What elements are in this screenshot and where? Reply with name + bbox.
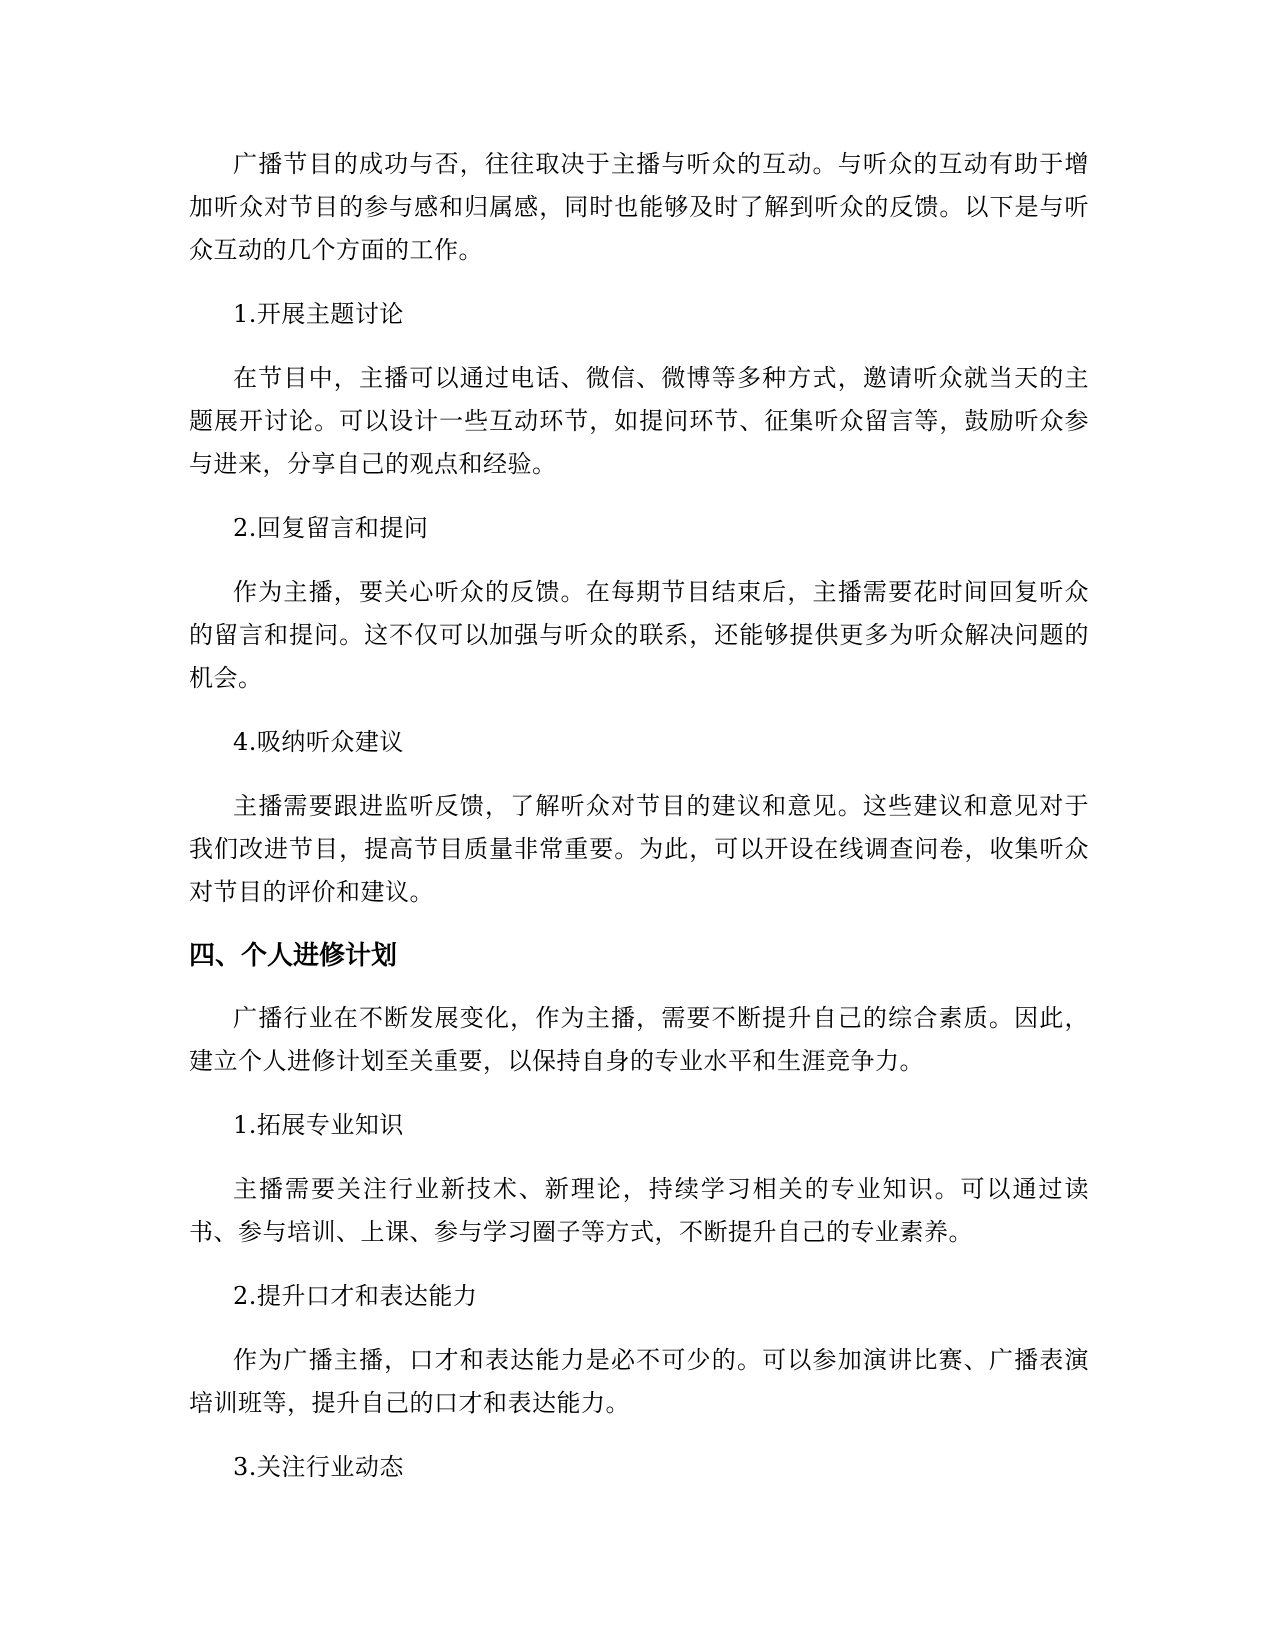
body-paragraph: 在节目中，主播可以通过电话、微信、微博等多种方式，邀请听众就当天的主题展开讨论。可以设计一些互动环节，如提问环节、征集听众留言等，鼓励听众参与进来，分享自己的观点和经验。 <box>189 364 1089 478</box>
list-item-reply-messages: 2.回复留言和提问 <box>233 514 429 542</box>
list-item-listener-suggestions: 4.吸纳听众建议 <box>233 728 404 756</box>
body-paragraph: 广播行业在不断发展变化，作为主播，需要不断提升自己的综合素质。因此，建立个人进修计划至关重要，以保持自身的专业水平和生涯竞争力。 <box>189 1004 1089 1075</box>
list-item-eloquence: 2.提升口才和表达能力 <box>233 1282 478 1310</box>
body-paragraph: 作为主播，要关心听众的反馈。在每期节目结束后，主播需要花时间回复听众的留言和提问。这不仅可以加强与听众的联系，还能够提供更多为听众解决问题的机会。 <box>189 578 1089 692</box>
document-body <box>189 143 1089 1510</box>
list-item-professional-knowledge: 1.拓展专业知识 <box>233 1111 404 1139</box>
list-item-topic-discussion: 1.开展主题讨论 <box>233 300 404 328</box>
body-paragraph: 主播需要关注行业新技术、新理论，持续学习相关的专业知识。可以通过读书、参与培训、上课、参与学习圈子等方式，不断提升自己的专业素养。 <box>189 1175 1089 1246</box>
body-paragraph: 作为广播主播，口才和表达能力是必不可少的。可以参加演讲比赛、广播表演培训班等，提升自己的口才和表达能力。 <box>189 1346 1089 1417</box>
list-item-industry-trends: 3.关注行业动态 <box>233 1453 404 1481</box>
intro-paragraph: 广播节目的成功与否，往往取决于主播与听众的互动。与听众的互动有助于增加听众对节目的参与感和归属感，同时也能够及时了解到听众的反馈。以下是与听众互动的几个方面的工作。 <box>189 150 1089 264</box>
section-heading: 四、个人进修计划 <box>189 941 398 971</box>
body-paragraph: 主播需要跟进监听反馈，了解听众对节目的建议和意见。这些建议和意见对于我们改进节目，提高节目质量非常重要。为此，可以开设在线调查问卷，收集听众对节目的评价和建议。 <box>189 792 1089 906</box>
